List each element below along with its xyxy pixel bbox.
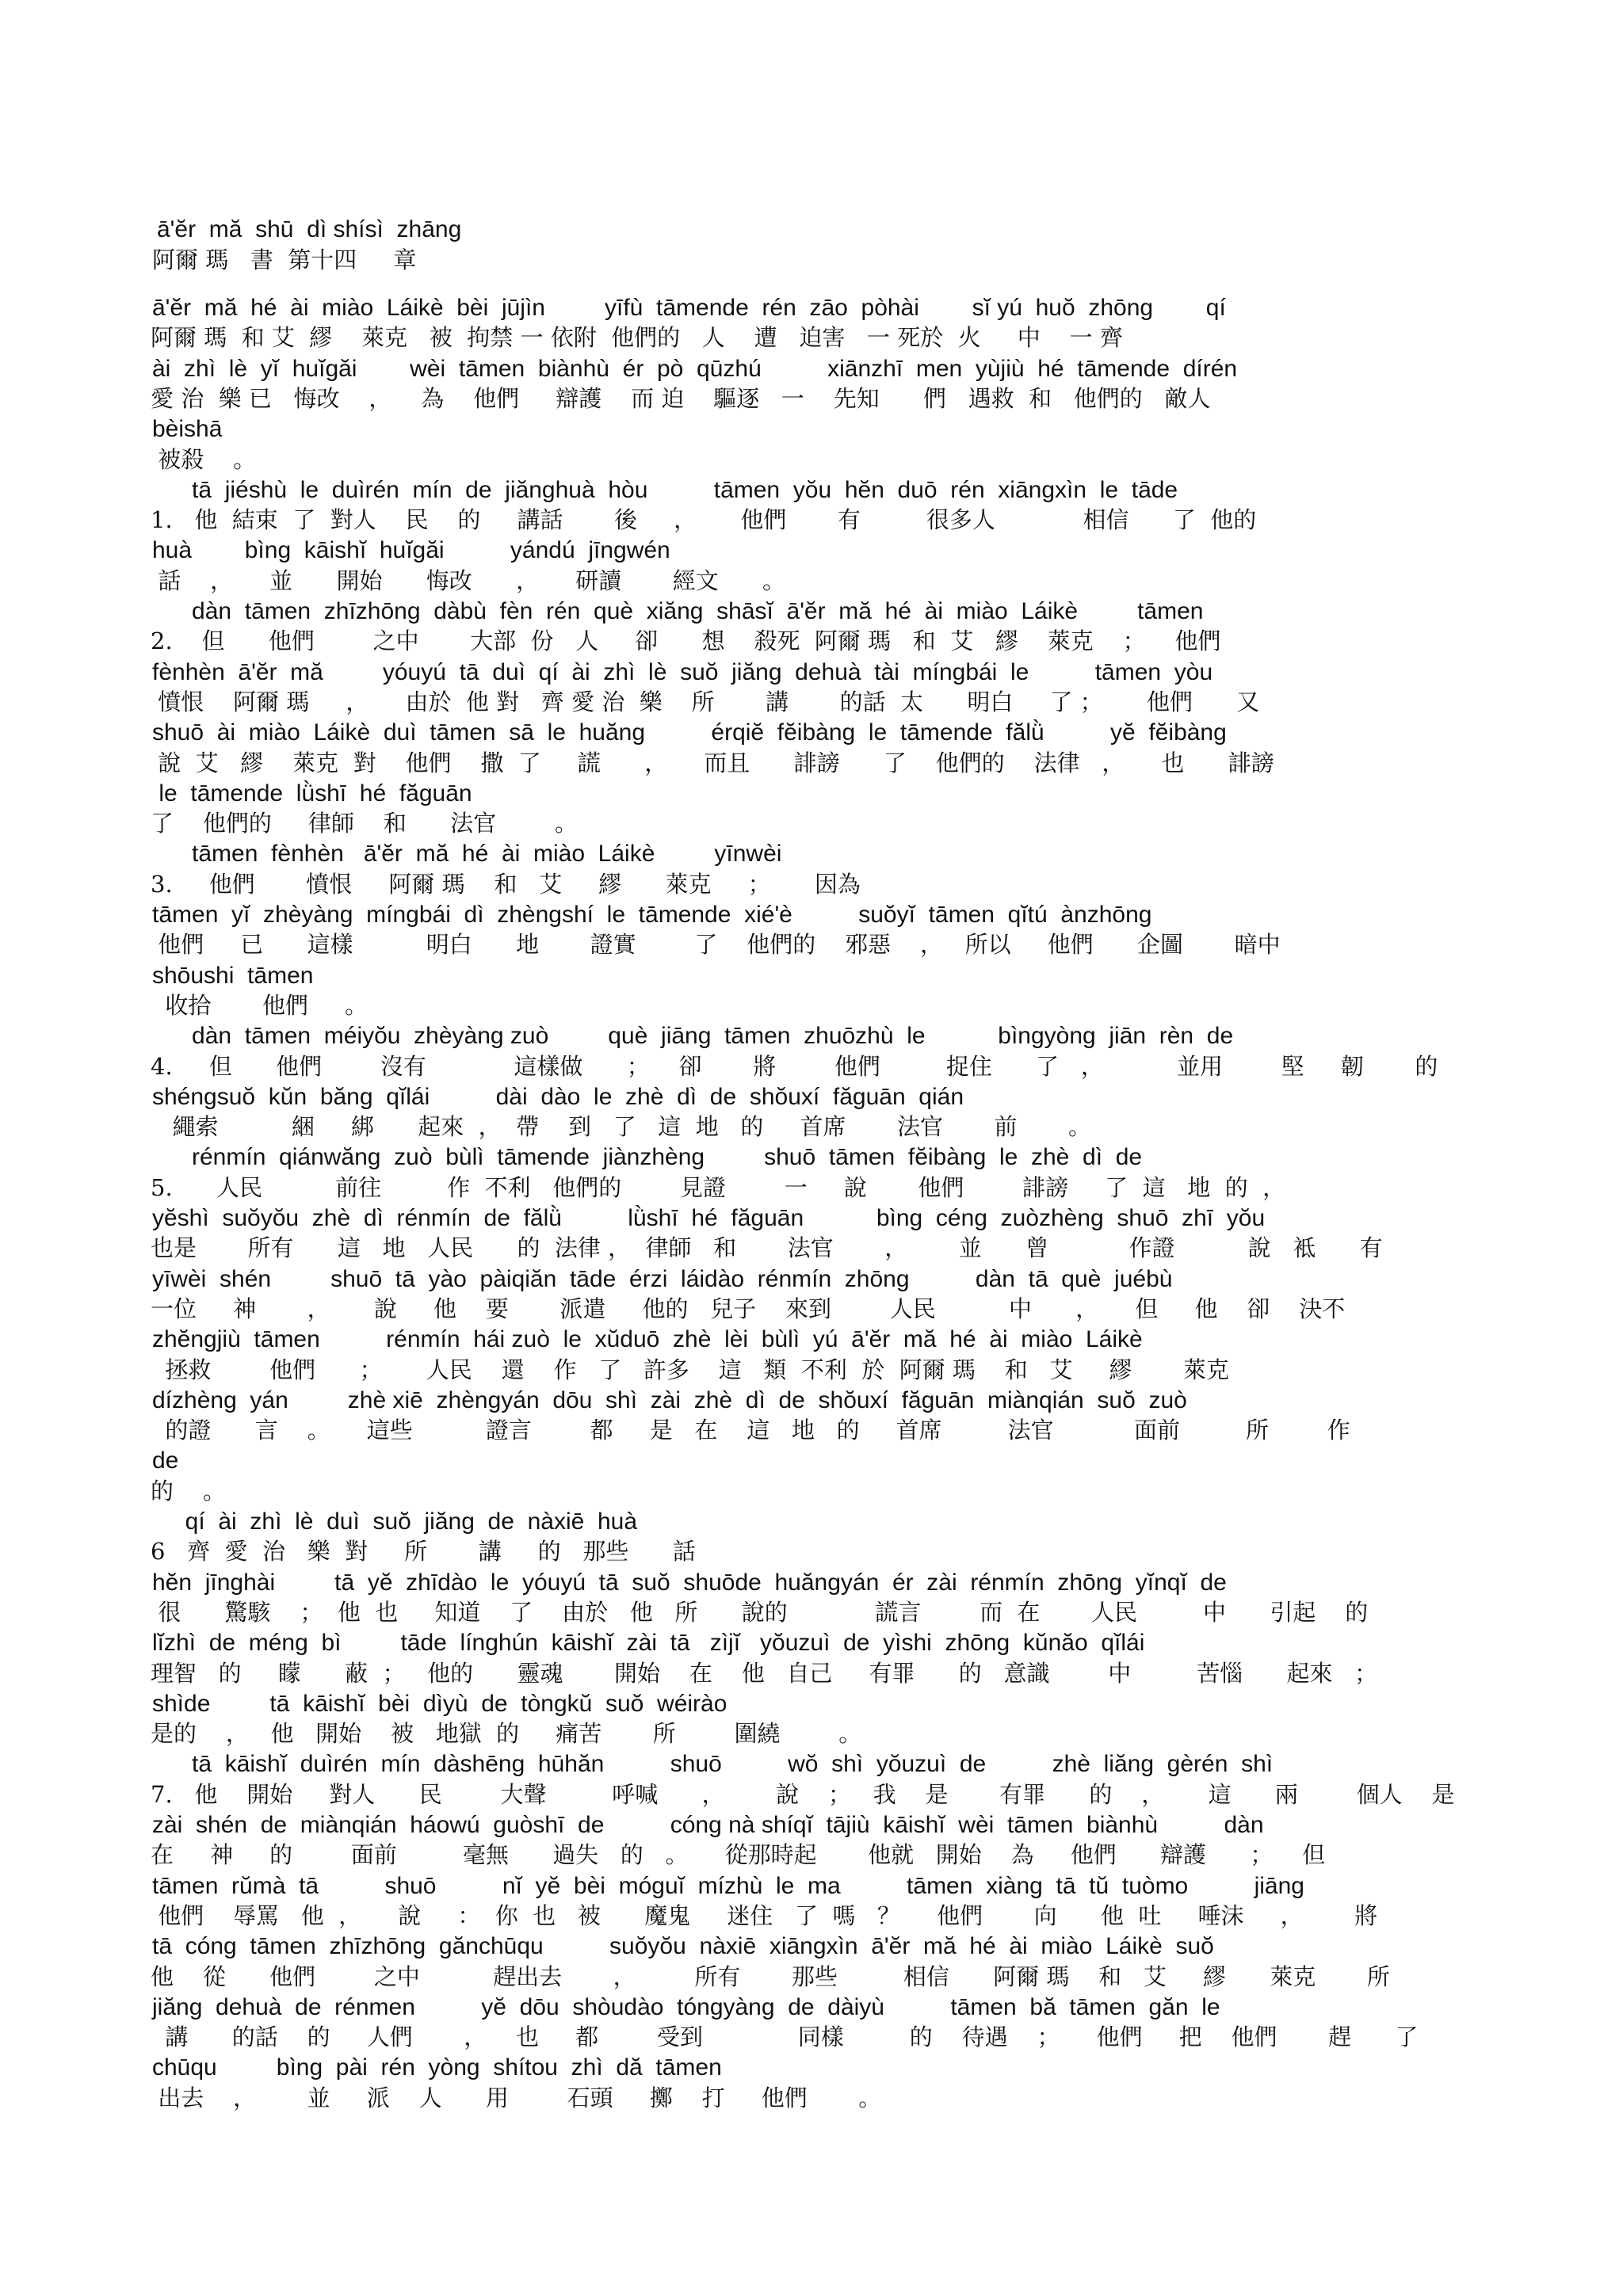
chinese-line: 話 ， 並 開始 悔改 ， 研讀 經文 。 — [151, 567, 786, 594]
pinyin-line: ài zhì lè yĭ huĭgăi wèi tāmen biànhù ér pò qūzhú xiānzhī men yùjiù hé tāmende dírén — [152, 356, 1238, 382]
chinese-line: 7. 他 開始 對人 民 大聲 呼喊 ， 說 ； 我 是 有罪 的 ， 這 兩 個人 是 — [151, 1781, 1455, 1808]
chinese-line: 說 艾 繆 萊克 對 他們 撒 了 謊 ， 而且 誹謗 了 他們的 法律 ， 也 誹謗 — [151, 749, 1274, 776]
pinyin-line: lĭzhì de méng bì tāde línghún kāishĭ zài tā zìjĭ yŏuzuì de yìshi zhōng kŭnăo qĭlái — [152, 1630, 1145, 1656]
pinyin-line: zhĕngjiù tāmen rénmín hái zuò le xŭduō zhè lèi bùlì yú ā'ĕr mă hé ài miào Láikè — [152, 1326, 1143, 1352]
chinese-line: 愛 治 樂 已 悔改 ， 為 他們 辯護 而 迫 驅逐 一 先知 們 遇救 和 他們的 敵人 — [151, 385, 1211, 412]
pinyin-line: dízhèng yán zhè xiē zhèngyán dōu shì zài zhè dì de shŏuxí făguān miànqián suŏ zuò — [152, 1387, 1187, 1413]
chinese-line: 是的 ， 他 開始 被 地獄 的 痛苦 所 圍繞 。 — [151, 1720, 862, 1747]
pinyin-line: dàn tāmen zhīzhōng dàbù fèn rén què xiăng shāsĭ ā'ĕr mă hé ài miào Láikè tāmen — [152, 598, 1204, 624]
pinyin-line: bèishā — [152, 416, 223, 442]
chapter-title-pinyin: ā'ĕr mă shū dì shísì zhāng — [157, 216, 462, 242]
chinese-line: 2. 但 他們 之中 大部 份 人 卻 想 殺死 阿爾 瑪 和 艾 繆 萊克 ； 他們 — [151, 627, 1221, 654]
chinese-line: 被殺 。 — [151, 446, 257, 473]
pinyin-line: fènhèn ā'ĕr mă yóuyú tā duì qí ài zhì lè suŏ jiăng dehuà tài míngbái le tāmen yòu — [152, 659, 1213, 685]
chinese-line: 1. 他 結束 了 對人 民 的 講話 後 ， 他們 有 很多人 相信 了 他的 — [151, 506, 1257, 533]
chinese-line: 很 驚駭 ； 他 也 知道 了 由於 他 所 說的 謊言 而 在 人民 中 引起 的 — [151, 1599, 1369, 1626]
pinyin-line: tāmen yĭ zhèyàng míngbái dì zhèngshí le tāmende xié'è suŏyĭ tāmen qĭtú ànzhōng — [152, 902, 1152, 928]
chinese-line: 講 的話 的 人們 ， 也 都 受到 同樣 的 待遇 ； 他們 把 他們 趕 了 — [151, 2023, 1419, 2050]
pinyin-line: tā kāishĭ duìrén mín dàshēng hūhăn shuō wŏ shì yŏuzuì de zhè liăng gèrén shì — [152, 1751, 1274, 1777]
chinese-line: 了 他們的 律師 和 法官 。 — [151, 810, 578, 837]
pinyin-line: yĕshì suŏyŏu zhè dì rénmín de fălǜ lǜshī hé făguān bìng céng zuòzhèng shuō zhī yŏu — [152, 1205, 1266, 1231]
pinyin-line: de — [152, 1447, 179, 1474]
chinese-line: 3. 他們 憤恨 阿爾 瑪 和 艾 繆 萊克 ； 因為 — [151, 871, 861, 898]
pinyin-line: hĕn jīnghài tā yĕ zhīdào le yóuyú tā suŏ shuōde huăngyán ér zài rénmín zhōng yĭnqĭ de — [152, 1569, 1227, 1596]
pinyin-line: yīwèi shén shuō tā yào pàiqiăn tāde érzi láidào rénmín zhōng dàn tā què juébù — [152, 1266, 1173, 1292]
pinyin-line: jiăng dehuà de rénmen yĕ dōu shòudào tóngyàng de dàiyù tāmen bă tāmen găn le — [152, 1994, 1220, 2020]
chinese-line: 憤恨 阿爾 瑪 ， 由於 他 對 齊 愛 治 樂 所 講 的話 太 明白 了 ； 他們 又 — [151, 688, 1260, 715]
pinyin-line: shéngsuŏ kŭn băng qĭlái dài dào le zhè dì de shŏuxí făguān qián — [152, 1084, 964, 1110]
chinese-line: 繩索 綑 綁 起來 ， 帶 到 了 這 地 的 首席 法官 前 。 — [151, 1113, 1092, 1140]
pinyin-line: ā'ĕr mă hé ài miào Láikè bèi jūjìn yīfù tāmende rén zāo pòhài sĭ yú huŏ zhōng qí — [152, 295, 1226, 321]
pinyin-line: tā cóng tāmen zhīzhōng gănchūqu suŏyŏu nàxiē xiāngxìn ā'ĕr mă hé ài miào Láikè suŏ — [152, 1933, 1214, 1959]
pinyin-line: le tāmende lǜshī hé făguān — [152, 780, 472, 807]
pinyin-line: tāmen fènhèn ā'ĕr mă hé ài miào Láikè yīnwèi — [152, 841, 782, 867]
chinese-line: 他們 已 這樣 明白 地 證實 了 他們的 邪惡 ， 所以 他們 企圖 暗中 — [151, 931, 1281, 958]
chinese-line: 也是 所有 這 地 人民 的 法律 ， 律師 和 法官 ， 並 曾 作證 說 袛 有 — [151, 1234, 1383, 1261]
pinyin-line: huà bìng kāishĭ huĭgăi yándú jīngwén — [152, 537, 670, 563]
chinese-line: 6 齊 愛 治 樂 對 所 講 的 那些 話 — [151, 1538, 696, 1565]
pinyin-line: dàn tāmen méiyŏu zhèyàng zuò què jiāng tāmen zhuōzhù le bìngyòng jiān rèn de — [152, 1023, 1234, 1049]
pinyin-line: rénmín qiánwăng zuò bùlì tāmende jiànzhèng shuō tāmen fĕibàng le zhè dì de — [152, 1144, 1143, 1170]
chinese-line: 的 。 — [151, 1478, 226, 1505]
chinese-line: 出去 ， 並 派 人 用 石頭 擲 打 他們 。 — [151, 2084, 882, 2111]
pinyin-line: tā jiéshù le duìrén mín de jiănghuà hòu tāmen yŏu hĕn duō rén xiāngxìn le tāde — [152, 477, 1178, 503]
pinyin-line: chūqu bìng pài rén yòng shítou zhì dă tāmen — [152, 2054, 722, 2081]
pinyin-line: tāmen rŭmà tā shuō nĭ yĕ bèi móguĭ mízhù le ma tāmen xiàng tā tŭ tuòmo jiāng — [152, 1873, 1304, 1899]
pinyin-line: qí ài zhì lè duì suŏ jiăng de nàxiē huà — [152, 1508, 638, 1535]
chinese-line: 他 從 他們 之中 趕出去 ， 所有 那些 相信 阿爾 瑪 和 艾 繆 萊克 所 — [151, 1963, 1390, 1990]
chinese-line: 5. 人民 前往 作 不利 他們的 見證 一 說 他們 誹謗 了 這 地 的 ， — [151, 1174, 1286, 1201]
chinese-line: 4. 但 他們 沒有 這樣做 ； 卻 將 他們 捉住 了 ， 並用 堅 韌 的 — [151, 1053, 1438, 1080]
pinyin-line: zài shén de miànqián háowú guòshī de cóng nà shíqĭ tājiù kāishĭ wèi tāmen biànhù dàn — [152, 1812, 1264, 1838]
chinese-line: 收拾 他們 。 — [151, 992, 369, 1019]
chapter-title-chinese: 阿爾 瑪 書 第十四 章 — [152, 246, 417, 273]
chinese-line: 的證 言 。 這些 證言 都 是 在 這 地 的 首席 法官 面前 所 作 — [151, 1417, 1350, 1444]
chinese-line: 一位 神 ， 說 他 要 派遣 他的 兒子 來到 人民 中 ， 但 他 卻 決不 — [151, 1295, 1346, 1322]
pinyin-line: shōushi tāmen — [152, 963, 314, 989]
chinese-line: 他們 辱罵 他 ， 說 ： 你 也 被 魔鬼 迷住 了 嗎 ？ 他們 向 他 吐 唾沫 ， 將 — [151, 1902, 1378, 1929]
chinese-line: 理智 的 矇 蔽 ； 他的 靈魂 開始 在 他 自己 有罪 的 意識 中 苦惱 起來 ； — [151, 1660, 1378, 1687]
pinyin-line: shuō ài miào Láikè duì tāmen sā le huăng érqiĕ fĕibàng le tāmende fălǜ yĕ fĕibàng — [152, 719, 1227, 746]
pinyin-line: shìde tā kāishĭ bèi dìyù de tòngkŭ suŏ wéirào — [152, 1691, 727, 1717]
chinese-line: 拯救 他們 ； 人民 還 作 了 許多 這 類 不利 於 阿爾 瑪 和 艾 繆 萊克 — [151, 1356, 1230, 1383]
chinese-line: 阿爾 瑪 和 艾 繆 萊克 被 拘禁 一 依附 他們的 人 遭 迫害 一 死於 火 中 一 齊 — [151, 324, 1123, 351]
chinese-line: 在 神 的 面前 毫無 過失 的 。 從那時起 他就 開始 為 他們 辯護 ； 但 — [151, 1841, 1326, 1868]
